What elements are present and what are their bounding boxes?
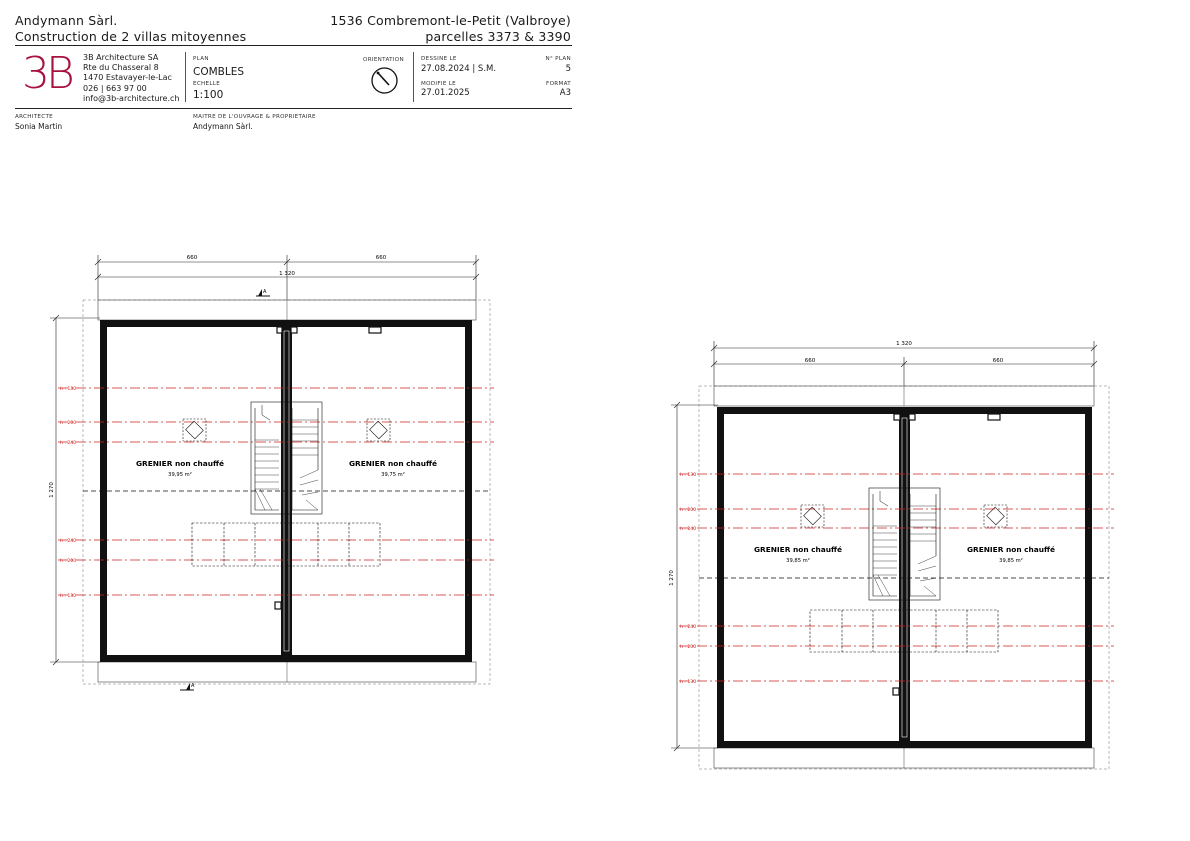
section-mark-bottom [180, 683, 195, 690]
client-name: Andymann Sàrl. [15, 13, 118, 28]
floor-plan-right [655, 335, 1125, 785]
wall-notch [893, 688, 899, 695]
height-label: h : 130 [680, 680, 697, 685]
dim-height: 1 270 [49, 482, 55, 498]
dimension-chain-top [711, 341, 1097, 386]
height-label: h : 240 [60, 539, 77, 544]
title-divider-2 [413, 52, 414, 102]
office-logo [22, 48, 72, 99]
dimension-chain-top [95, 255, 479, 300]
room-name: GRENIER non chauffé [966, 545, 1056, 554]
dim-half-left: 660 [804, 358, 816, 364]
height-label: h : 200 [60, 559, 77, 564]
drawn-label: DESSINE LE [421, 56, 457, 62]
wall-notch [894, 414, 900, 420]
height-label: h : 240 [680, 527, 697, 532]
plan-number-label: N° PLAN [545, 56, 571, 62]
room-name: GRENIER non chauffé [348, 459, 438, 468]
dim-total: 1 320 [279, 271, 295, 277]
dim-half-left: 660 [186, 255, 198, 261]
room-area: 39,85 m² [786, 558, 810, 564]
height-label: h : 200 [680, 645, 697, 650]
owner-label: MAITRE DE L'OUVRAGE & PROPRIETAIRE [193, 114, 316, 120]
office-street: Rte du Chasseral 8 [83, 63, 159, 73]
dim-height: 1 270 [669, 570, 675, 586]
party-wall [899, 414, 910, 741]
dimension-chain-left [671, 402, 718, 751]
plan-number-value: 5 [565, 64, 571, 74]
height-lines [679, 474, 1114, 681]
height-label: h : 130 [60, 594, 77, 599]
height-label: h : 200 [680, 508, 697, 513]
roof-window [801, 505, 824, 527]
logo-mark: 3B [22, 48, 71, 99]
room-name: GRENIER non chauffé [135, 459, 225, 468]
format-value: A3 [559, 88, 571, 98]
scale-label: ECHELLE [193, 81, 221, 87]
wall-notch [369, 327, 381, 333]
height-label: h : 240 [680, 625, 697, 630]
height-lines [58, 388, 494, 595]
wall-notch [277, 327, 282, 333]
plan-value: COMBLES [193, 66, 245, 78]
title-divider-1 [185, 52, 186, 102]
wall-notch [909, 414, 915, 420]
office-block [83, 53, 179, 104]
office-email[interactable]: info@3b-architecture.ch [83, 93, 180, 103]
dim-half-right: 660 [992, 358, 1004, 364]
room-area: 39,85 m² [999, 558, 1023, 564]
height-label: h : 240 [60, 441, 77, 446]
dimension-chain-left [50, 315, 100, 665]
scale-value: 1:100 [193, 89, 224, 101]
wall-notch [275, 602, 281, 609]
wall-notch [988, 414, 1000, 420]
room-name: GRENIER non chauffé [753, 545, 843, 554]
project-title: Construction de 2 villas mitoyennes [15, 29, 247, 44]
office-phone: 026 | 663 97 00 [83, 83, 147, 93]
plan-label: PLAN [193, 56, 209, 62]
room-area: 39,75 m² [381, 472, 405, 478]
office-name: 3B Architecture SA [83, 53, 159, 62]
project-location: 1536 Combremont-le-Petit (Valbroye) [330, 13, 571, 28]
owner-value: Andymann Sàrl. [193, 122, 253, 131]
height-label: h : 130 [60, 387, 77, 392]
section-mark-top [256, 289, 270, 296]
wall-notch [291, 327, 297, 333]
title-rule-bottom [15, 108, 572, 109]
office-city: 1470 Estavayer-le-Lac [83, 73, 172, 83]
architect-value: Sonia Martin [15, 122, 63, 131]
height-label: h : 200 [60, 421, 77, 426]
dim-total: 1 320 [896, 341, 912, 347]
modified-value: 27.01.2025 [421, 88, 470, 98]
dim-half-right: 660 [375, 255, 387, 261]
height-label: h : 130 [680, 473, 697, 478]
section-mark-label: A [263, 289, 267, 295]
drawn-value: 27.08.2024 | S.M. [421, 64, 497, 74]
format-label: FORMAT [546, 81, 571, 87]
floor-plan-left [40, 245, 510, 700]
title-rule-top [15, 45, 572, 46]
north-arrow-icon [370, 66, 400, 96]
room-area: 39,95 m² [168, 472, 192, 478]
roof-window [984, 505, 1007, 527]
architect-label: ARCHITECTE [15, 114, 54, 120]
orientation-label: ORIENTATION [363, 57, 404, 63]
modified-label: MODIFIE LE [421, 81, 457, 87]
section-mark-label-bottom: A [191, 683, 195, 689]
project-parcels: parcelles 3373 & 3390 [425, 29, 571, 44]
